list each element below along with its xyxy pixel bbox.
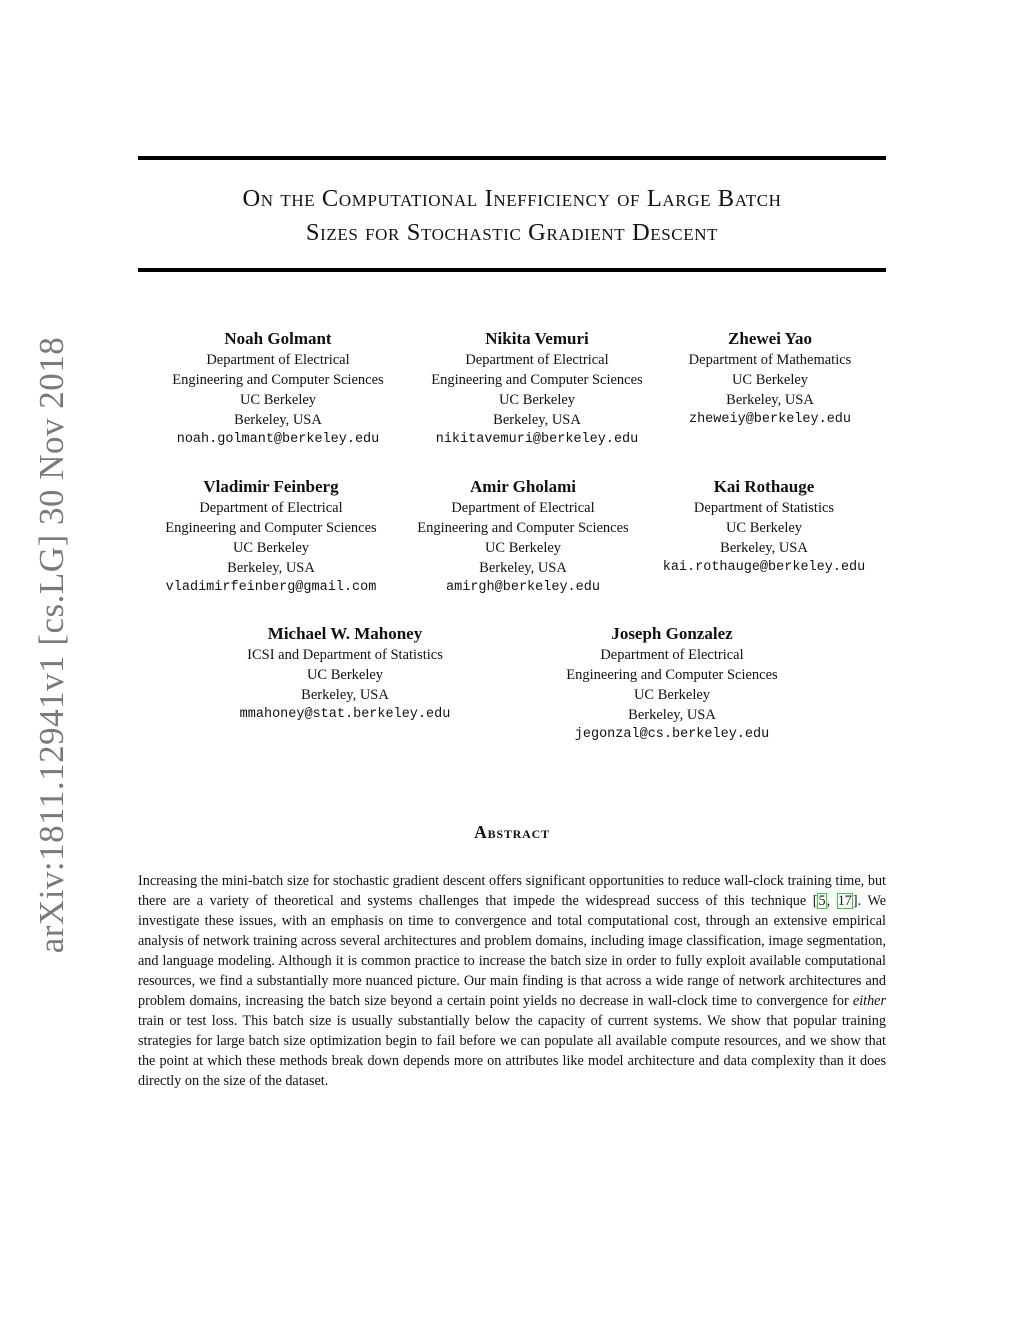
author-affiliation: Berkeley, USA	[493, 412, 581, 428]
author-affiliation: Berkeley, USA	[726, 392, 814, 408]
author-name: Vladimir Feinberg	[203, 477, 339, 496]
author-email[interactable]: jegonzal@cs.berkeley.edu	[574, 727, 770, 742]
author-affiliation: Engineering and Computer Sciences	[172, 372, 384, 388]
author-block	[205, 623, 485, 725]
author-affiliation: Engineering and Computer Sciences	[431, 372, 643, 388]
citation-link[interactable]: 5	[818, 893, 826, 909]
author-affiliation: Department of Electrical	[206, 352, 350, 368]
author-email[interactable]: nikitavemuri@berkeley.edu	[435, 432, 639, 447]
author-affiliation: Berkeley, USA	[628, 707, 716, 723]
author-email[interactable]: vladimirfeinberg@gmail.com	[165, 580, 377, 595]
author-affiliation: Engineering and Computer Sciences	[165, 520, 377, 536]
author-affiliation: UC Berkeley	[633, 687, 711, 703]
abstract-heading: Abstract	[474, 822, 550, 842]
author-email[interactable]: kai.rothauge@berkeley.edu	[662, 560, 866, 575]
author-name: Zhewei Yao	[728, 329, 812, 348]
author-affiliation: Department of Electrical	[465, 352, 609, 368]
author-affiliation: UC Berkeley	[239, 392, 317, 408]
author-affiliation: UC Berkeley	[232, 540, 310, 556]
title-rule-top	[138, 156, 886, 160]
abstract-text: train or test loss. This batch size is usually substantially below the capacity of current systems. We show that popular training strategies for large batch size optimization begin to fail before we can populate all available compute resources, and we show that the point at which these methods break down depends more on attributes like model architecture and data complexity than it does directly on the size of the dataset.	[138, 1013, 886, 1089]
author-affiliation: Berkeley, USA	[720, 540, 808, 556]
author-name: Nikita Vemuri	[485, 329, 589, 348]
author-affiliation: ICSI and Department of Statistics	[247, 647, 443, 663]
author-name: Noah Golmant	[224, 329, 332, 348]
abstract-text: ]. We investigate these issues, with an emphasis on time to convergence and total computational cost, through an extensive empirical analysis of network training across several architectures and problem domains, including image classification, image segmentation, and language modeling. Although it is common practice to increase the batch size in order to fully exploit available computational resources, we find a substantially more nuanced picture. Our main finding is that across a wide range of network architectures and problem domains, increasing the batch size beyond a certain point yields no decrease in wall-clock time to convergence for	[138, 893, 886, 1009]
author-affiliation: Berkeley, USA	[227, 560, 315, 576]
author-block	[383, 476, 663, 598]
title-rule-bottom	[138, 268, 886, 272]
author-affiliation: Department of Electrical	[199, 500, 343, 516]
abstract-text: Increasing the mini-batch size for stochastic gradient descent offers significant opportunities to reduce wall-clock training time, but there are a variety of theoretical and systems challenges that impede the widespread success of this technique [	[138, 873, 886, 909]
author-name: Amir Gholami	[470, 477, 576, 496]
author-email[interactable]: zheweiy@berkeley.edu	[688, 412, 852, 427]
author-affiliation: UC Berkeley	[731, 372, 809, 388]
author-name: Joseph Gonzalez	[611, 624, 733, 643]
author-name: Kai Rothauge	[713, 477, 815, 496]
author-name: Michael W. Mahoney	[267, 624, 423, 643]
paper-title	[138, 182, 886, 250]
abstract-body	[138, 871, 886, 1091]
author-affiliation: Berkeley, USA	[234, 412, 322, 428]
author-email[interactable]: noah.golmant@berkeley.edu	[176, 432, 380, 447]
author-affiliation: Engineering and Computer Sciences	[417, 520, 629, 536]
author-affiliation: UC Berkeley	[306, 667, 384, 683]
author-affiliation: Berkeley, USA	[301, 687, 389, 703]
author-affiliation: Department of Electrical	[451, 500, 595, 516]
author-block	[624, 476, 904, 578]
author-affiliation: Department of Mathematics	[688, 352, 852, 368]
author-affiliation: UC Berkeley	[484, 540, 562, 556]
author-affiliation: UC Berkeley	[498, 392, 576, 408]
citation-separator: ,	[826, 893, 837, 909]
author-affiliation: Berkeley, USA	[479, 560, 567, 576]
author-block	[532, 623, 812, 745]
abstract-emphasis: either	[852, 993, 886, 1009]
author-block	[630, 328, 910, 430]
arxiv-identifier-stamp: arXiv:1811.12941v1 [cs.LG] 30 Nov 2018	[32, 336, 71, 954]
author-email[interactable]: amirgh@berkeley.edu	[446, 580, 600, 595]
author-affiliation: Engineering and Computer Sciences	[566, 667, 778, 683]
author-block	[138, 328, 418, 450]
author-affiliation: Department of Statistics	[693, 500, 835, 516]
title-line-2: Sizes for Stochastic Gradient Descent	[305, 219, 719, 246]
citation-link[interactable]: 17	[837, 893, 852, 909]
author-block	[131, 476, 411, 598]
title-line-1: On the Computational Inefficiency of Large Batch	[242, 185, 782, 212]
author-affiliation: Department of Electrical	[600, 647, 744, 663]
author-email[interactable]: mmahoney@stat.berkeley.edu	[239, 707, 451, 722]
author-affiliation: UC Berkeley	[725, 520, 803, 536]
